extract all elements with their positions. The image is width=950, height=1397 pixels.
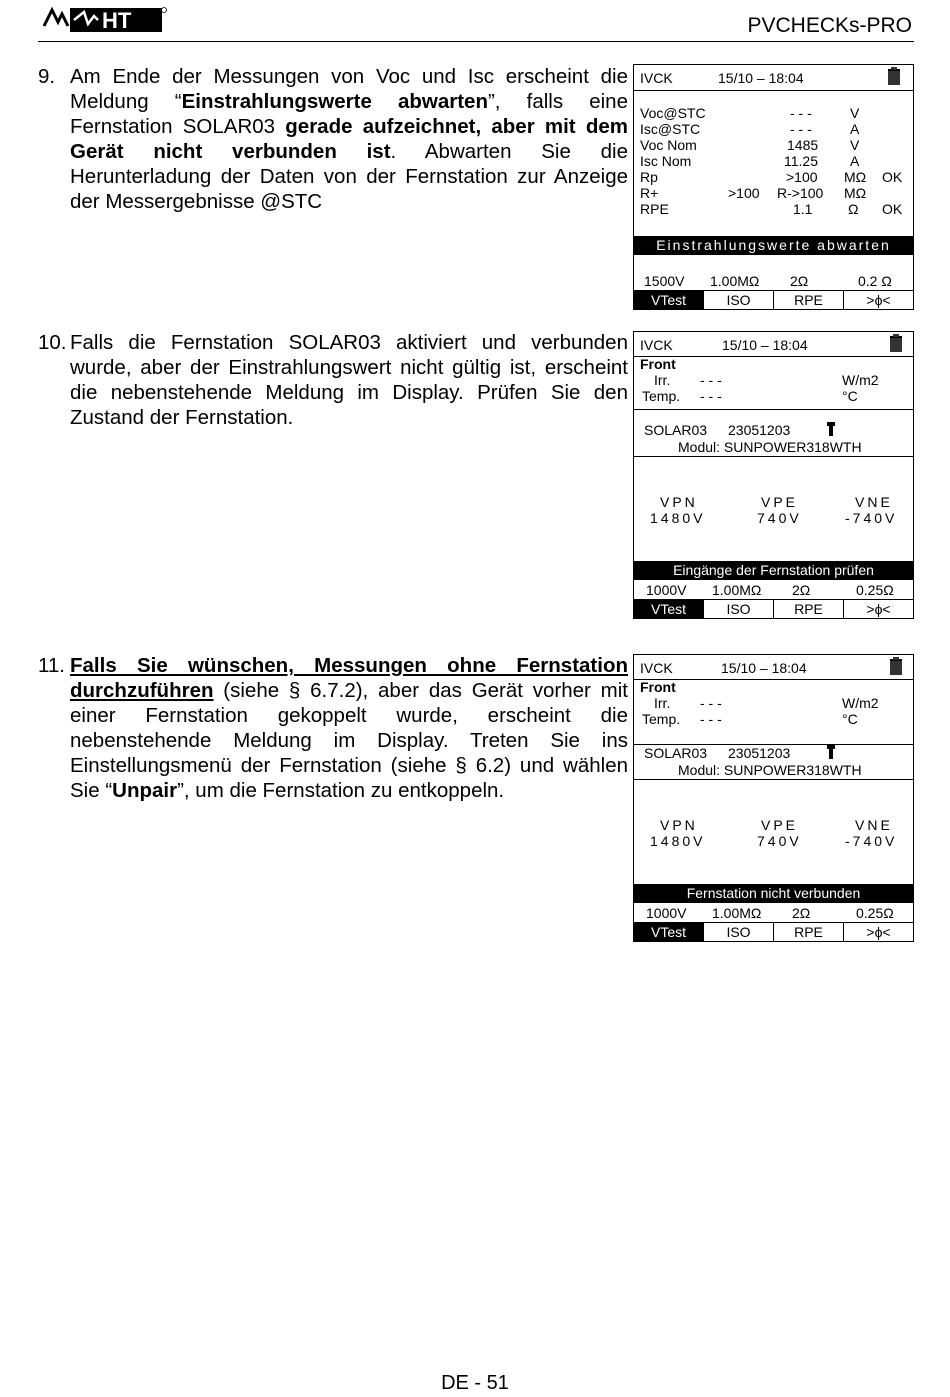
- irr-unit: W/m2: [842, 372, 879, 388]
- device-name: SOLAR03: [644, 745, 708, 761]
- module-name: Modul: SUNPOWER318WTH: [678, 439, 862, 455]
- row-status: OK: [882, 201, 903, 217]
- step-10: [38, 330, 628, 430]
- module-name: Modul: SUNPOWER318WTH: [678, 762, 862, 778]
- volt-value-vne: -740V: [845, 833, 898, 849]
- volt-label-vpn: VPN: [660, 817, 698, 833]
- row-label: Rp: [640, 169, 658, 185]
- row-label: Isc Nom: [640, 153, 692, 169]
- battery-icon: [888, 69, 900, 85]
- temp-label: Temp.: [642, 388, 681, 404]
- row-value: >100: [786, 169, 818, 185]
- irr-label: Irr.: [654, 695, 671, 711]
- step-number: 11.: [38, 654, 65, 677]
- lcd-screen-irradiance-wait: [633, 64, 914, 310]
- volt-value-vpn: 1480V: [650, 833, 706, 849]
- device-name: SOLAR03: [644, 422, 708, 438]
- row-label: R+: [640, 185, 659, 201]
- irr-unit: W/m2: [842, 695, 879, 711]
- irr-label: Irr.: [654, 372, 671, 388]
- function-keys: [634, 290, 913, 309]
- row-unit: A: [850, 153, 860, 169]
- row-unit: V: [850, 105, 860, 121]
- row-unit: Ω: [848, 201, 859, 217]
- step-text: Am Ende der Messungen von Voc und Isc erscheint die Meldung “Einstrahlungswerte abwarten”, falls eine Fernstation SOLAR03 gerade aufzeichnet, aber mit dem Gerät nicht verbunden ist. Abwarten Sie die Herunterladung der Daten von der Fernstation zur Anzeige der Messergebnisse @STC: [70, 65, 628, 213]
- mode-label: IVCK: [640, 660, 673, 676]
- key-continuity[interactable]: >ϕ<: [843, 923, 913, 941]
- step-11: [38, 653, 628, 803]
- volt-value-vpe: 740V: [757, 833, 802, 849]
- row-value: - - -: [790, 121, 812, 137]
- row-unit: MΩ: [844, 185, 867, 201]
- row-value: 1.1: [793, 201, 813, 217]
- row-label: Voc Nom: [640, 137, 697, 153]
- mode-label: IVCK: [640, 337, 673, 353]
- temp-unit: °C: [842, 388, 858, 404]
- status-message: Fernstation nicht verbunden: [634, 884, 913, 903]
- row-value: - - -: [790, 105, 812, 121]
- row-value: >100: [728, 185, 760, 201]
- function-keys: [634, 599, 913, 618]
- row-label: Isc@STC: [640, 121, 701, 137]
- row-label: RPE: [640, 201, 669, 217]
- volt-value-vne: -740V: [845, 510, 898, 526]
- key-vtest[interactable]: VTest: [634, 600, 703, 618]
- volt-label-vne: VNE: [855, 817, 893, 833]
- irr-value: - - -: [700, 695, 722, 711]
- datetime: 15/10 – 18:04: [722, 337, 808, 353]
- row-status: OK: [882, 169, 903, 185]
- key-vtest[interactable]: VTest: [634, 291, 703, 309]
- key-continuity[interactable]: >ϕ<: [843, 600, 913, 618]
- volt-value-vpn: 1480V: [650, 510, 706, 526]
- section-label: Front: [640, 356, 676, 372]
- device-serial: 23051203: [728, 745, 791, 761]
- row-value: 1485: [787, 137, 819, 153]
- page-number: DE - 51: [441, 1372, 509, 1394]
- battery-icon: [890, 659, 902, 675]
- status-message: Eingänge der Fernstation prüfen: [634, 561, 913, 580]
- svg-text:HT: HT: [102, 8, 132, 33]
- key-iso[interactable]: ISO: [703, 923, 773, 941]
- device-serial: 23051203: [728, 422, 791, 438]
- volt-label-vne: VNE: [855, 494, 893, 510]
- step-number: 10.: [38, 331, 67, 354]
- datetime: 15/10 – 18:04: [718, 70, 804, 86]
- key-rpe[interactable]: RPE: [773, 923, 843, 941]
- lcd-screen-check-remote-inputs: [633, 331, 914, 619]
- param-values: 1500V 1.00MΩ 2Ω 0.2 Ω: [644, 273, 892, 289]
- row-unit: V: [850, 137, 860, 153]
- sensor-probe-icon: [826, 422, 836, 436]
- key-iso[interactable]: ISO: [703, 291, 773, 309]
- lcd-screen-remote-not-connected: [633, 654, 914, 942]
- step-text: Falls Sie wünschen, Messungen ohne Fernstation durchzuführen (siehe § 6.7.2), aber das Gerät vorher mit einer Fernstation gekoppelt wurde, erscheint die nebenstehende Meldung im Display. Treten Sie ins Einstellungsmenü der Fernstation (siehe § 6.2) und wählen Sie “Unpair”, um die Fernstation zu entkoppeln.: [70, 654, 628, 802]
- volt-label-vpe: VPE: [761, 817, 799, 833]
- key-vtest[interactable]: VTest: [634, 923, 703, 941]
- temp-label: Temp.: [642, 711, 681, 727]
- sensor-probe-icon: [826, 745, 836, 759]
- mode-label: IVCK: [640, 70, 673, 86]
- row-label: Voc@STC: [640, 105, 706, 121]
- key-iso[interactable]: ISO: [703, 600, 773, 618]
- page-header: [38, 0, 914, 42]
- document-title: PVCHECKs-PRO: [747, 14, 912, 37]
- param-values: 1000V 1.00MΩ 2Ω 0.25Ω: [646, 905, 894, 921]
- row-extra: R->100: [777, 185, 824, 201]
- step-9: [38, 64, 628, 214]
- row-unit: A: [850, 121, 860, 137]
- volt-label-vpn: VPN: [660, 494, 698, 510]
- battery-icon: [890, 336, 902, 352]
- section-label: Front: [640, 679, 676, 695]
- function-keys: [634, 922, 913, 941]
- ht-logo-icon: [40, 4, 168, 34]
- irr-value: - - -: [700, 372, 722, 388]
- key-rpe[interactable]: RPE: [773, 291, 843, 309]
- temp-value: - - -: [700, 711, 722, 727]
- step-text: Falls die Fernstation SOLAR03 aktiviert und verbunden wurde, aber der Einstrahlungswert nicht gültig ist, erscheint die nebenstehende Meldung im Display. Prüfen Sie den Zustand der Fernstation.: [70, 331, 628, 429]
- key-continuity[interactable]: >ϕ<: [843, 291, 913, 309]
- temp-unit: °C: [842, 711, 858, 727]
- row-unit: MΩ: [844, 169, 867, 185]
- datetime: 15/10 – 18:04: [721, 660, 807, 676]
- temp-value: - - -: [700, 388, 722, 404]
- param-values: 1000V 1.00MΩ 2Ω 0.25Ω: [646, 582, 894, 598]
- key-rpe[interactable]: RPE: [773, 600, 843, 618]
- volt-label-vpe: VPE: [761, 494, 799, 510]
- row-value: 11.25: [784, 153, 818, 169]
- step-number: 9.: [38, 65, 56, 88]
- status-message: Einstrahlungswerte abwarten: [634, 236, 913, 255]
- volt-value-vpe: 740V: [757, 510, 802, 526]
